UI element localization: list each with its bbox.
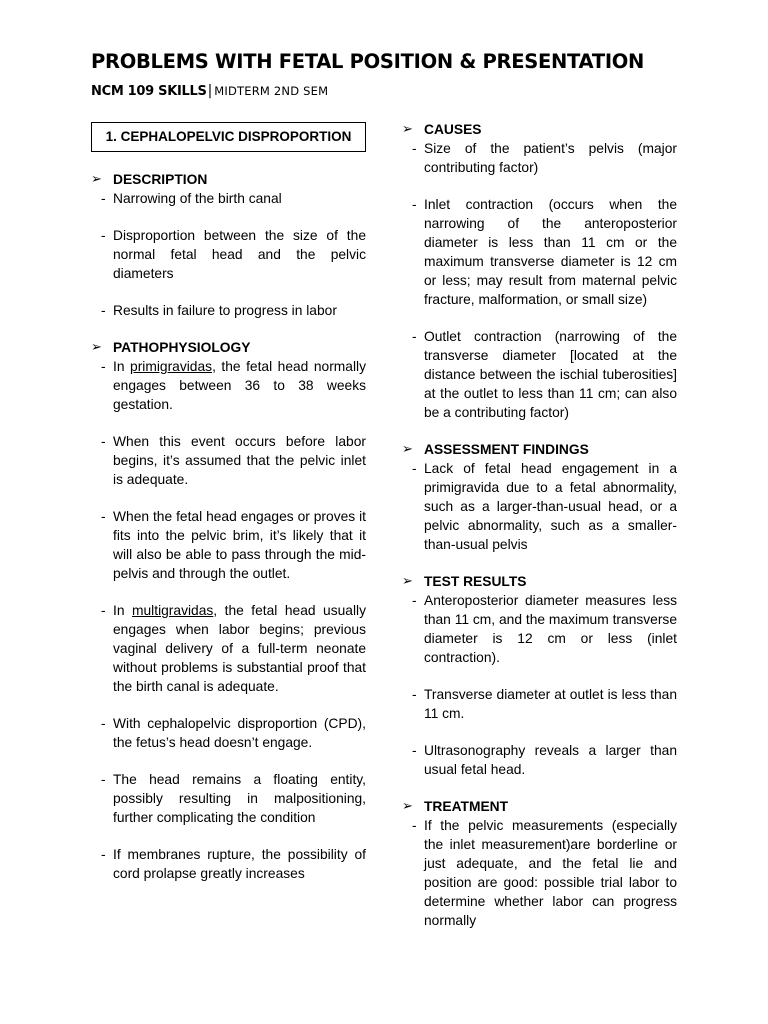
dash-bullet: -: [101, 228, 106, 243]
list-item: [91, 770, 366, 827]
list-item-text: When this event occurs before labor begins, it’s assumed that the pelvic inlet is adequate.: [113, 434, 366, 487]
list-item-text: Ultrasonography reveals a larger than usual fetal head.: [424, 743, 677, 777]
list-item: [402, 327, 677, 422]
dash-bullet: -: [101, 191, 106, 206]
arrow-bullet-icon: ➢: [91, 172, 102, 187]
list-item-text-end: , the fetal head usually engages when labor begins; previous vaginal delivery of a full-term neonate without problems is substantial proof that the birth canal is adequate.: [113, 603, 366, 694]
underlined-term: primigravidas: [130, 359, 213, 374]
description-heading: [91, 170, 366, 189]
list-item: [91, 507, 366, 583]
pathophysiology-heading-text: PATHOPHYSIOLOGY: [113, 340, 251, 355]
list-item: [91, 189, 366, 208]
list-item: [402, 139, 677, 177]
test-results-section: [402, 572, 677, 779]
underlined-term: multigravidas: [132, 603, 214, 618]
dash-bullet: -: [101, 359, 106, 374]
list-item: [402, 591, 677, 667]
list-item: [91, 601, 366, 696]
document-subtitle: [91, 83, 328, 99]
causes-section: [402, 120, 677, 422]
dash-bullet: -: [412, 593, 417, 608]
dash-bullet: -: [412, 329, 417, 344]
treatment-section: [402, 797, 677, 930]
title-separator: |: [207, 83, 213, 99]
list-item: [91, 432, 366, 489]
list-item-text: Results in failure to progress in labor: [113, 303, 337, 318]
list-item-text: Narrowing of the birth canal: [113, 191, 282, 206]
causes-heading-text: CAUSES: [424, 122, 482, 137]
list-item: [91, 845, 366, 883]
right-column: [402, 120, 677, 930]
list-item: [402, 685, 677, 723]
list-item-text: When the fetal head engages or proves it fits into the pelvic brim, it’s likely that it will also be able to pass through the mid-pelvis and through the outlet.: [113, 509, 366, 581]
list-item: [402, 459, 677, 554]
dash-bullet: -: [412, 743, 417, 758]
list-item-text: If membranes rupture, the possibility of cord prolapse greatly increases: [113, 847, 366, 881]
list-item-text: Transverse diameter at outlet is less than 11 cm.: [424, 687, 677, 721]
pathophysiology-heading: [91, 338, 366, 357]
list-item-text-start: In: [113, 359, 131, 374]
arrow-bullet-icon: ➢: [402, 122, 413, 137]
test-results-heading-text: TEST RESULTS: [424, 574, 527, 589]
dash-bullet: -: [101, 509, 106, 524]
assessment-heading-text: ASSESSMENT FINDINGS: [424, 442, 589, 457]
list-item: [91, 226, 366, 283]
list-item: [91, 301, 366, 320]
list-item-text-end: , the fetal head normally engages between 36 to 38 weeks gestation.: [113, 359, 366, 412]
list-item: [402, 816, 677, 930]
dash-bullet: -: [101, 603, 106, 618]
list-item-text: Inlet contraction (occurs when the narrowing of the anteroposterior diameter is less than 11 cm or the maximum transverse diameter is 12 cm or less; may result from maternal pelvic fracture, malformation, or small size): [424, 197, 677, 307]
course-code: NCM 109 SKILLS: [91, 84, 207, 99]
term-label: MIDTERM 2ND SEM: [214, 84, 329, 98]
list-item-text: Anteroposterior diameter measures less than 11 cm, and the maximum transverse diameter is 12 cm or less (inlet contraction).: [424, 593, 677, 665]
dash-bullet: -: [101, 434, 106, 449]
arrow-bullet-icon: ➢: [402, 574, 413, 589]
list-item: [402, 741, 677, 779]
list-item-text-start: In: [113, 603, 132, 618]
list-item-text: If the pelvic measurements (especially the inlet measurement)are borderline or just adequate, and the fetal lie and position are good: possible trial labor to determine whether labor can progress normally: [424, 818, 677, 928]
dash-bullet: -: [101, 772, 106, 787]
dash-bullet: -: [101, 847, 106, 862]
dash-bullet: -: [101, 716, 106, 731]
pathophysiology-section: [91, 338, 366, 883]
assessment-section: [402, 440, 677, 554]
dash-bullet: -: [101, 303, 106, 318]
dash-bullet: -: [412, 141, 417, 156]
list-item-text: Lack of fetal head engagement in a primigravida due to a fetal abnormality, such as a larger-than-usual head, or a pelvic abnormality, such as a smaller-than-usual pelvis: [424, 461, 677, 552]
list-item-text: With cephalopelvic disproportion (CPD), the fetus’s head doesn’t engage.: [113, 716, 366, 750]
dash-bullet: -: [412, 818, 417, 833]
list-item-text: Outlet contraction (narrowing of the transverse diameter [located at the distance between the ischial tuberosities] at the outlet to less than 11 cm; can also be a contributing factor): [424, 329, 677, 420]
left-column: [91, 170, 366, 883]
dash-bullet: -: [412, 461, 417, 476]
list-item-text: Size of the patient’s pelvis (major contributing factor): [424, 141, 677, 175]
document-title: PROBLEMS WITH FETAL POSITION & PRESENTATION: [91, 50, 645, 73]
arrow-bullet-icon: ➢: [402, 799, 413, 814]
treatment-heading-text: TREATMENT: [424, 799, 509, 814]
list-item-text: The head remains a floating entity, possibly resulting in malpositioning, further complicating the condition: [113, 772, 366, 825]
assessment-heading: [402, 440, 677, 459]
causes-heading: [402, 120, 677, 139]
arrow-bullet-icon: ➢: [402, 442, 413, 457]
list-item: [402, 195, 677, 309]
treatment-heading: [402, 797, 677, 816]
description-section: [91, 170, 366, 320]
description-heading-text: DESCRIPTION: [113, 172, 208, 187]
section-title-box: 1. CEPHALOPELVIC DISPROPORTION: [91, 122, 366, 152]
list-item-text: Disproportion between the size of the normal fetal head and the pelvic diameters: [113, 228, 366, 281]
dash-bullet: -: [412, 197, 417, 212]
list-item: [91, 714, 366, 752]
arrow-bullet-icon: ➢: [91, 340, 102, 355]
dash-bullet: -: [412, 687, 417, 702]
list-item: [91, 357, 366, 414]
test-results-heading: [402, 572, 677, 591]
